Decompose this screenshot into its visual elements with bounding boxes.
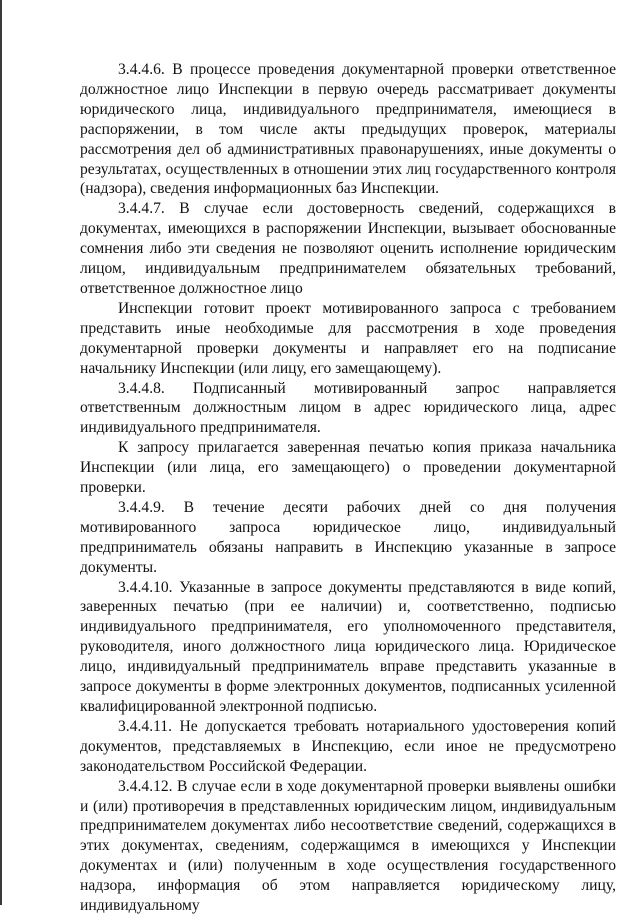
paragraph-3-4-4-10: 3.4.4.10. Указанные в запросе документы представляются в виде копий, заверенных печатью (при ее наличии) и, соответственно, подписью индивидуального предпринимателя, его уполномоченного представителя, руководителя, иного должностного лица юридического лица. Юридическое лицо, индивидуальный предприниматель вправе представить указанные в запросе документы в форме электронных документов, подписанных усиленной квалифицированной электронной подписью. <box>80 578 616 715</box>
paragraph-3-4-4-6: 3.4.4.6. В процессе проведения документарной проверки ответственное должностное лицо Инспекции в первую очередь рассматривает документы юридического лица, индивидуального предпринимателя, имеющиеся в распоряжении, в том числе акты предыдущих проверок, материалы рассмотрения дел об административных правонарушениях, иные документы о результатах, осуществленных в отношении этих лиц государственного контроля (надзора), сведения информационных баз Инспекции. <box>80 61 616 198</box>
page-edge-border <box>0 0 2 905</box>
paragraph-3-4-4-11: 3.4.4.11. Не допускается требовать нотариального удостоверения копий документов, представляемых в Инспекцию, если иное не предусмотрено законодательством Российской Федерации. <box>80 717 616 775</box>
paragraph-3-4-4-12: 3.4.4.12. В случае если в ходе документарной проверки выявлены ошибки и (или) противоречия в представленных юридическим лицом, индивидуальным предпринимателем документах либо несоответствие сведений, содержащихся в этих документах, сведениям, содержащимся в имеющихся у Инспекции документах и (или) полученным в ходе осуществления государственного надзора, информация об этом направляется юридическому лицу, индивидуальному <box>80 777 616 915</box>
paragraph-3-4-4-8: 3.4.4.8. Подписанный мотивированный запрос направляется ответственным должностным лицом в адрес юридического лица, адрес индивидуального предпринимателя. <box>80 379 616 437</box>
paragraph-inspection-request: Инспекции готовит проект мотивированного запроса с требованием представить иные необходимые для рассмотрения в ходе проведения документарной проверки документы и направляет его на подписание начальнику Инспекции (или лицу, его замещающему). <box>80 299 616 377</box>
paragraph-3-4-4-9: 3.4.4.9. В течение десяти рабочих дней со дня получения мотивированного запроса юридическое лицо, индивидуальный предприниматель обязаны направить в Инспекцию указанные в запросе документы. <box>80 498 616 576</box>
document-body <box>80 60 616 916</box>
paragraph-3-4-4-7: 3.4.4.7. В случае если достоверность сведений, содержащихся в документах, имеющихся в распоряжении Инспекции, вызывает обоснованные сомнения либо эти сведения не позволяют оценить исполнение юридическим лицом, индивидуальным предпринимателем обязательных требований, ответственное должностное лицо <box>80 200 616 297</box>
paragraph-request-attachment: К запросу прилагается заверенная печатью копия приказа начальника Инспекции (или лица, его замещающего) о проведении документарной проверки. <box>80 439 616 497</box>
